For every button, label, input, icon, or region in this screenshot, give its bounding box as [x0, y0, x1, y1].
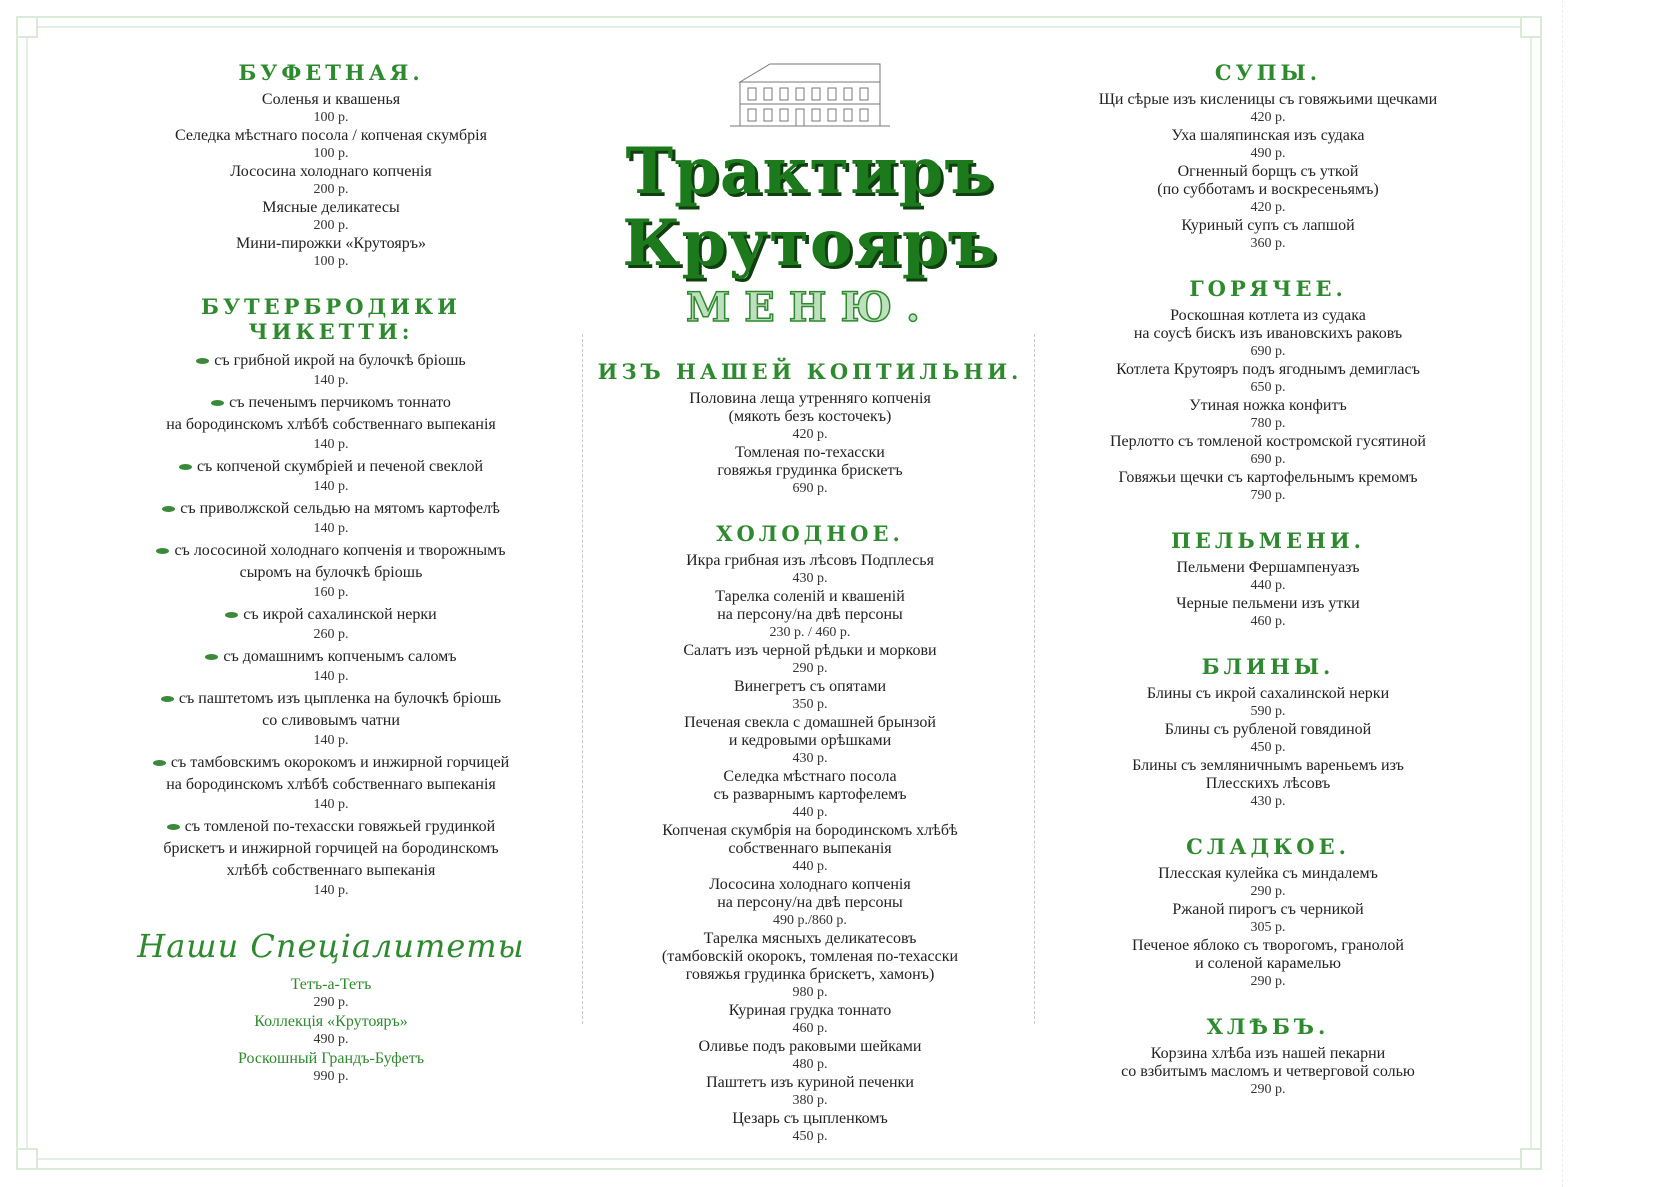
menu-item — [1062, 937, 1474, 990]
menu-item — [130, 456, 532, 495]
item-price: 350 р. — [792, 697, 828, 712]
item-price: 140 р. — [313, 669, 349, 684]
item-price: 290 р. — [313, 995, 349, 1010]
item-name: Копченая скумбрія на бородинскомъ хлѣбѣ — [662, 822, 958, 839]
special-name: Коллекція «Крутояръ» — [254, 1013, 408, 1030]
item-name: хлѣбѣ собственнаго выпеканія — [226, 862, 436, 879]
sandwiches-section — [130, 294, 532, 899]
frame-corner — [16, 1148, 38, 1170]
item-name: Печеная свекла с домашней брынзой — [684, 714, 936, 731]
soups-section — [1062, 60, 1474, 252]
item-price: 100 р. — [313, 254, 349, 269]
item-price: 420 р. — [1250, 110, 1286, 125]
hot-section — [1062, 276, 1474, 504]
item-price: 440 р. — [792, 859, 828, 874]
sandwiches-list — [130, 350, 532, 899]
item-name: съ икрой сахалинской нерки — [130, 604, 532, 626]
item-name: съ грибной икрой на булочкѣ бріошь — [130, 350, 532, 372]
item-price: 260 р. — [313, 627, 349, 642]
item-name: Утиная ножка конфитъ — [1189, 397, 1347, 414]
item-name: и соленой карамелью — [1195, 955, 1341, 972]
item-price: 200 р. — [313, 182, 349, 197]
menu-item — [588, 1110, 1032, 1145]
menu-item — [588, 714, 1032, 767]
item-name: Перлотто съ томленой костромской гусятиной — [1110, 433, 1426, 450]
specials-heading: Наши Спеціалитеты — [137, 927, 525, 965]
menu-item — [588, 768, 1032, 821]
item-price: 140 р. — [313, 521, 349, 536]
item-name: Лососина холоднаго копченія — [230, 163, 432, 180]
item-name: Цезарь съ цыпленкомъ — [732, 1110, 888, 1127]
item-price: 490 р./860 р. — [773, 913, 847, 928]
item-price: 160 р. — [313, 585, 349, 600]
item-price: 140 р. — [313, 797, 349, 812]
cold-list — [588, 552, 1032, 1145]
item-name: съ копченой скумбріей и печеной свеклой — [130, 456, 532, 478]
frame-corner — [1520, 16, 1542, 38]
special-name: Роскошный Грандъ-Буфетъ — [238, 1050, 424, 1067]
item-name: Мясные деликатесы — [262, 199, 400, 216]
frame-corner — [1520, 1148, 1542, 1170]
item-price: 460 р. — [1250, 614, 1286, 629]
menu-item — [1062, 307, 1474, 360]
menu-item — [130, 163, 532, 198]
item-name: на персону/на двѣ персоны — [717, 894, 903, 911]
frame-corner — [16, 16, 38, 38]
item-price: 100 р. — [313, 110, 349, 125]
item-name: со взбитымъ масломъ и четверговой солью — [1121, 1063, 1415, 1080]
item-name: Салатъ изъ черной рѣдьки и моркови — [683, 642, 937, 659]
pelmeni-list — [1062, 559, 1474, 630]
section-heading: БУФЕТНАЯ. — [238, 60, 424, 85]
item-name: Селедка мѣстнаго посола / копченая скумбрія — [175, 127, 487, 144]
item-price: 430 р. — [792, 751, 828, 766]
item-name: Роскошная котлета из судака — [1170, 307, 1366, 324]
item-name: Соленья и квашенья — [261, 91, 401, 108]
menu-title: МЕНЮ. — [686, 284, 934, 331]
item-price: 290 р. — [792, 661, 828, 676]
item-name: со сливовымъ чатни — [262, 712, 400, 729]
pelmeni-section — [1062, 528, 1474, 630]
item-name: Блины съ земляничнымъ вареньемъ изъ — [1132, 757, 1404, 774]
item-price: 140 р. — [313, 883, 349, 898]
section-heading: ГОРЯЧЕЕ. — [1189, 276, 1347, 301]
smokehouse-section — [588, 359, 1032, 497]
item-price: 980 р. — [792, 985, 828, 1000]
menu-item — [1062, 559, 1474, 594]
menu-item — [130, 199, 532, 234]
section-heading: ХОЛОДНОЕ. — [716, 521, 904, 546]
item-price: 230 р. / 460 р. — [769, 625, 851, 640]
item-name: Огненный борщъ съ уткой — [1177, 163, 1359, 180]
middle-column — [588, 52, 1032, 1169]
hot-list — [1062, 307, 1474, 504]
left-column — [130, 60, 532, 1086]
item-price: 290 р. — [1250, 974, 1286, 989]
item-price: 480 р. — [792, 1057, 828, 1072]
item-name: Блины съ икрой сахалинской нерки — [1146, 685, 1390, 702]
item-name: Щи сѣрые изъ кисленицы съ говяжьими щечками — [1098, 91, 1438, 108]
menu-item — [130, 540, 532, 601]
item-name: Блины съ рубленой говядиной — [1164, 721, 1372, 738]
item-price: 290 р. — [1250, 1082, 1286, 1097]
menu-item — [588, 588, 1032, 641]
section-heading: БЛИНЫ. — [1201, 654, 1335, 679]
bullet-icon — [162, 506, 175, 512]
item-name: Уха шаляпинская изъ судака — [1171, 127, 1365, 144]
item-price: 650 р. — [1250, 380, 1286, 395]
menu-item — [588, 552, 1032, 587]
item-price: 450 р. — [792, 1129, 828, 1144]
item-name: съ печенымъ перчикомъ тоннато — [130, 392, 532, 414]
menu-item — [130, 235, 532, 270]
bufet-list — [130, 91, 532, 270]
item-name: и кедровыми орѣшками — [728, 732, 892, 749]
menu-item — [1062, 757, 1474, 810]
item-name: Мини-пирожки «Крутояръ» — [236, 235, 426, 252]
smokehouse-list — [588, 390, 1032, 497]
menu-item — [130, 604, 532, 643]
menu-item — [588, 642, 1032, 677]
menu-item — [130, 816, 532, 899]
item-name: Винегретъ съ опятами — [733, 678, 887, 695]
item-name: Печеное яблоко съ творогомъ, гранолой — [1132, 937, 1404, 954]
menu-item — [1062, 163, 1474, 216]
item-name: Пельмени Фершампенуазъ — [1176, 559, 1360, 576]
bread-list — [1062, 1045, 1474, 1098]
item-name: говяжья грудинка брискетъ, хамонъ) — [685, 966, 935, 983]
item-price: 360 р. — [1250, 236, 1286, 251]
menu-item — [130, 127, 532, 162]
item-name: съ паштетомъ изъ цыпленка на булочкѣ бріошь — [130, 688, 532, 710]
bullet-icon — [225, 612, 238, 618]
item-name: Лососина холоднаго копченія — [709, 876, 911, 893]
item-name: Корзина хлѣба изъ нашей пекарни — [1150, 1045, 1386, 1062]
sweet-section — [1062, 834, 1474, 990]
specials-section — [130, 927, 532, 1085]
menu-item — [1062, 397, 1474, 432]
item-name: Куриный супъ съ лапшой — [1181, 217, 1355, 234]
item-name: Котлета Крутояръ подъ ягоднымъ демигласъ — [1116, 361, 1420, 378]
item-price: 490 р. — [313, 1032, 349, 1047]
item-name: Селедка мѣстнаго посола — [723, 768, 897, 785]
item-price: 590 р. — [1250, 704, 1286, 719]
item-name: съ разварнымъ картофелемъ — [713, 786, 907, 803]
menu-item — [588, 390, 1032, 443]
special-name: Тетъ-а-Тетъ — [290, 976, 372, 993]
item-price: 420 р. — [792, 427, 828, 442]
item-price: 440 р. — [1250, 578, 1286, 593]
special-item — [130, 1049, 532, 1085]
sweet-list — [1062, 865, 1474, 990]
item-name: Говяжьи щечки съ картофельнымъ кремомъ — [1118, 469, 1418, 486]
section-heading: ХЛѢБЪ. — [1206, 1014, 1330, 1039]
column-divider-right — [1034, 334, 1035, 1024]
item-price: 440 р. — [792, 805, 828, 820]
menu-item — [588, 1074, 1032, 1109]
special-item — [130, 1012, 532, 1048]
item-name: собственнаго выпеканія — [728, 840, 892, 857]
bullet-icon — [153, 760, 166, 766]
item-name: на бородинскомъ хлѣбѣ собственнаго выпеканія — [166, 776, 496, 793]
item-price: 690 р. — [1250, 344, 1286, 359]
section-heading: БУТЕРБРОДИКИ ЧИКЕТТИ: — [201, 294, 461, 344]
item-price: 305 р. — [1250, 920, 1286, 935]
item-price: 140 р. — [313, 373, 349, 388]
item-name: сыромъ на булочкѣ бріошь — [239, 564, 423, 581]
menu-item — [1062, 595, 1474, 630]
bliny-list — [1062, 685, 1474, 810]
bliny-section — [1062, 654, 1474, 810]
bullet-icon — [211, 400, 224, 406]
item-name: Паштетъ изъ куриной печенки — [706, 1074, 914, 1091]
menu-item — [588, 930, 1032, 1001]
section-heading: СУПЫ. — [1214, 60, 1322, 85]
right-column — [1062, 60, 1474, 1122]
item-name: съ томленой по-техасски говяжьей грудинкой — [130, 816, 532, 838]
section-heading: ИЗЪ НАШЕЙ КОПТИЛЬНИ. — [597, 359, 1023, 384]
menu-item — [130, 646, 532, 685]
item-price: 140 р. — [313, 437, 349, 452]
menu-item — [1062, 91, 1474, 126]
menu-item — [1062, 127, 1474, 162]
bullet-icon — [205, 654, 218, 660]
section-heading: ПЕЛЬМЕНИ. — [1171, 528, 1365, 553]
bullet-icon — [196, 358, 209, 364]
menu-item — [588, 1002, 1032, 1037]
item-name: брискетъ и инжирной горчицей на бородинскомъ — [163, 840, 499, 857]
section-heading: СЛАДКОЕ. — [1186, 834, 1350, 859]
menu-item — [130, 392, 532, 453]
menu-item — [130, 752, 532, 813]
item-name: Тарелка соленій и квашеній — [715, 588, 905, 605]
menu-item — [1062, 1045, 1474, 1098]
item-name: на соусѣ бискъ изъ ивановскихъ раковъ — [1133, 325, 1403, 342]
bullet-icon — [179, 464, 192, 470]
menu-item — [1062, 721, 1474, 756]
item-price: 780 р. — [1250, 416, 1286, 431]
item-price: 690 р. — [792, 481, 828, 496]
item-name: Половина леща утренняго копченія — [689, 390, 931, 407]
cold-section — [588, 521, 1032, 1145]
item-price: 100 р. — [313, 146, 349, 161]
item-price: 200 р. — [313, 218, 349, 233]
item-name: (по субботамъ и воскресеньямъ) — [1157, 181, 1379, 198]
item-name: съ тамбовскимъ окорокомъ и инжирной горчицей — [130, 752, 532, 774]
item-name: (тамбовскій окорокъ, томленая по-техасски — [661, 948, 959, 965]
bread-section — [1062, 1014, 1474, 1098]
item-name: съ домашнимъ копченымъ саломъ — [130, 646, 532, 668]
item-name: Плесская кулейка съ миндалемъ — [1158, 865, 1378, 882]
bullet-icon — [161, 696, 174, 702]
item-price: 490 р. — [1250, 146, 1286, 161]
item-price: 790 р. — [1250, 488, 1286, 503]
bufet-section — [130, 60, 532, 270]
item-name: (мякоть безъ косточекъ) — [728, 408, 892, 425]
item-name: говяжья грудинка брискетъ — [717, 462, 903, 479]
menu-item — [1062, 865, 1474, 900]
item-price: 430 р. — [1250, 794, 1286, 809]
menu-item — [130, 688, 532, 749]
column-divider-left — [582, 334, 583, 1024]
menu-item — [588, 822, 1032, 875]
item-price: 380 р. — [792, 1093, 828, 1108]
item-name: Ржаной пирогъ съ черникой — [1172, 901, 1364, 918]
menu-item — [1062, 361, 1474, 396]
menu-item — [1062, 901, 1474, 936]
item-price: 690 р. — [1250, 452, 1286, 467]
item-name: Черные пельмени изъ утки — [1176, 595, 1360, 612]
item-name: Тарелка мясныхъ деликатесовъ — [703, 930, 917, 947]
item-name: Оливье подъ раковыми шейками — [698, 1038, 922, 1055]
brand-title: Трактиръ Крутояръ — [622, 134, 998, 281]
menu-item — [130, 350, 532, 389]
item-price: 460 р. — [792, 1021, 828, 1036]
menu-item — [1062, 433, 1474, 468]
bullet-icon — [167, 824, 180, 830]
item-price: 450 р. — [1250, 740, 1286, 755]
special-item — [130, 975, 532, 1011]
item-name: Икра грибная изъ лѣсовъ Подплесья — [686, 552, 934, 569]
item-name: Томленая по-техасски — [735, 444, 885, 461]
menu-item — [130, 91, 532, 126]
item-price: 990 р. — [313, 1069, 349, 1084]
item-price: 290 р. — [1250, 884, 1286, 899]
menu-item — [130, 498, 532, 537]
menu-item — [1062, 217, 1474, 252]
menu-item — [588, 444, 1032, 497]
item-price: 140 р. — [313, 479, 349, 494]
item-price: 420 р. — [1250, 200, 1286, 215]
soups-list — [1062, 91, 1474, 252]
menu-item — [588, 1038, 1032, 1073]
item-name: Куриная грудка тоннато — [728, 1002, 892, 1019]
bullet-icon — [156, 548, 169, 554]
item-name: на персону/на двѣ персоны — [717, 606, 903, 623]
menu-item — [588, 678, 1032, 713]
item-name: съ приволжской сельдью на мятомъ картофелѣ — [130, 498, 532, 520]
menu-item — [588, 876, 1032, 929]
menu-item — [1062, 685, 1474, 720]
item-price: 140 р. — [313, 733, 349, 748]
item-price: 430 р. — [792, 571, 828, 586]
building-illustration — [730, 52, 890, 132]
item-name: Плесскихъ лѣсовъ — [1205, 775, 1331, 792]
item-name: съ лососиной холоднаго копченія и творожнымъ — [130, 540, 532, 562]
item-name: на бородинскомъ хлѣбѣ собственнаго выпеканія — [166, 416, 496, 433]
page-edge — [1562, 0, 1563, 1187]
menu-item — [1062, 469, 1474, 504]
